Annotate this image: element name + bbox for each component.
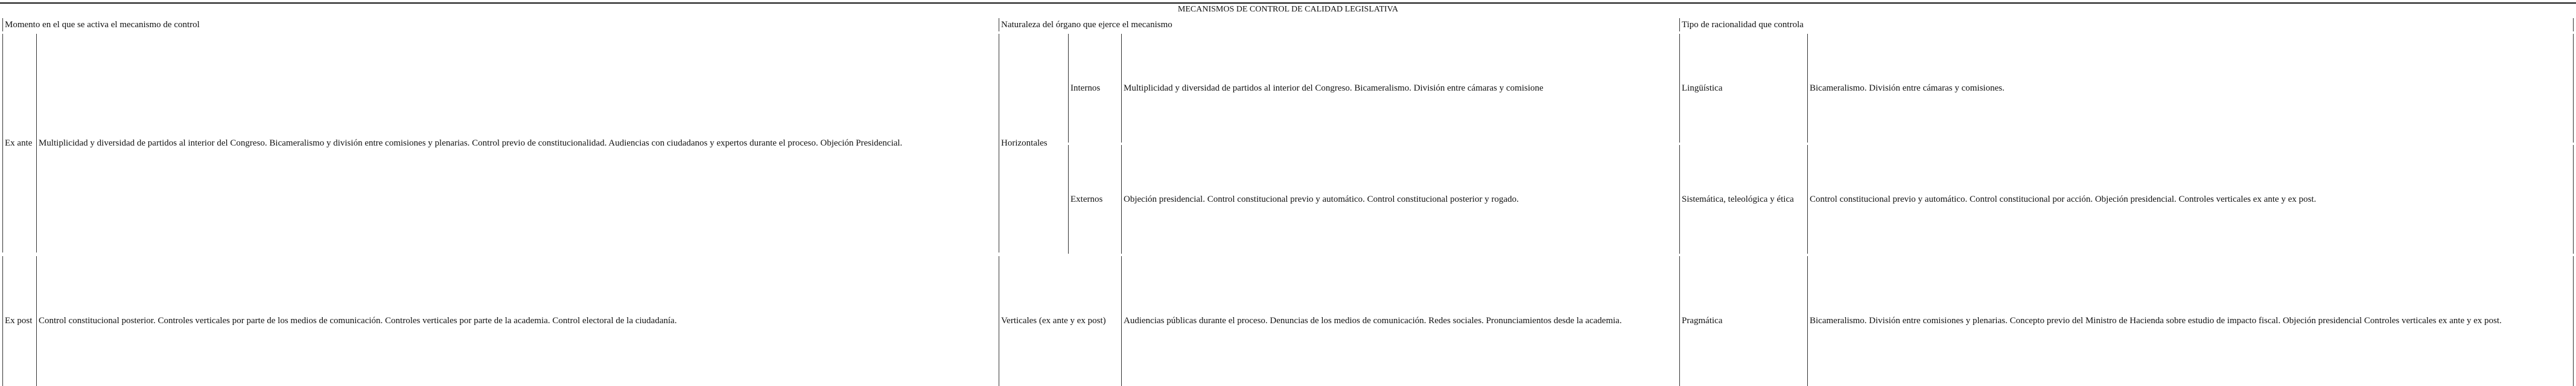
racionalidad-pragmatica: Pragmática xyxy=(1679,256,1807,386)
mecanismos-verticales: Audiencias públicas durante el proceso. Denuncias de los medios de comunicación. Redes sociales. Pronunciamientos desde la academia. xyxy=(1121,256,1679,386)
tipo-externos: Externos xyxy=(1068,145,1121,254)
table-top-border xyxy=(0,2,2576,4)
mecanismos-internos: Multiplicidad y diversidad de partidos al interior del Congreso. Bicameralismo. División entre cámaras y comisione xyxy=(1121,34,1679,143)
mecanismos-ex-ante: Multiplicidad y diversidad de partidos al interior del Congreso. Bicameralismo y división entre comisiones y plenarias. Control previo de constitucionalidad. Audiencias con ciudadanos y expertos durante el proceso. Objeción Presidencial. xyxy=(36,34,999,253)
mecanismos-ex-post: Control constitucional posterior. Controles verticales por parte de los medios de comunicación. Controles verticales por parte de la academia. Control electoral de la ciudadanía. xyxy=(36,256,999,386)
naturaleza-verticales: Verticales (ex ante y ex post) xyxy=(999,256,1121,386)
header-momento: Momento en el que se activa el mecanismo de control xyxy=(2,18,999,31)
racionalidad-linguistica-mecanismos: Bicameralismo. División entre cámaras y comisiones. xyxy=(1807,34,2574,143)
momento-ex-ante: Ex ante xyxy=(2,34,36,253)
tipo-internos: Internos xyxy=(1068,34,1121,143)
table-title: MECANISMOS DE CONTROL DE CALIDAD LEGISLATIVA xyxy=(1177,5,1399,14)
momento-ex-post: Ex post xyxy=(2,256,36,386)
header-naturaleza: Naturaleza del órgano que ejerce el mecanismo xyxy=(999,18,1679,31)
racionalidad-linguistica: Lingüística xyxy=(1679,34,1807,143)
naturaleza-horizontales: Horizontales xyxy=(999,34,1068,253)
racionalidad-sistematica: Sistemática, teleológica y ética xyxy=(1679,145,1807,254)
mecanismos-externos: Objeción presidencial. Control constitucional previo y automático. Control constitucional posterior y rogado. xyxy=(1121,145,1679,254)
header-racionalidad: Tipo de racionalidad que controla xyxy=(1679,18,2574,31)
racionalidad-pragmatica-mecanismos: Bicameralismo. División entre comisiones y plenarias. Concepto previo del Ministro de Hacienda sobre estudio de impacto fiscal. Objeción presidencial Controles verticales ex ante y ex post. xyxy=(1807,256,2574,386)
racionalidad-sistematica-mecanismos: Control constitucional previo y automático. Control constitucional por acción. Objeción presidencial. Controles verticales ex ante y ex post. xyxy=(1807,145,2574,254)
